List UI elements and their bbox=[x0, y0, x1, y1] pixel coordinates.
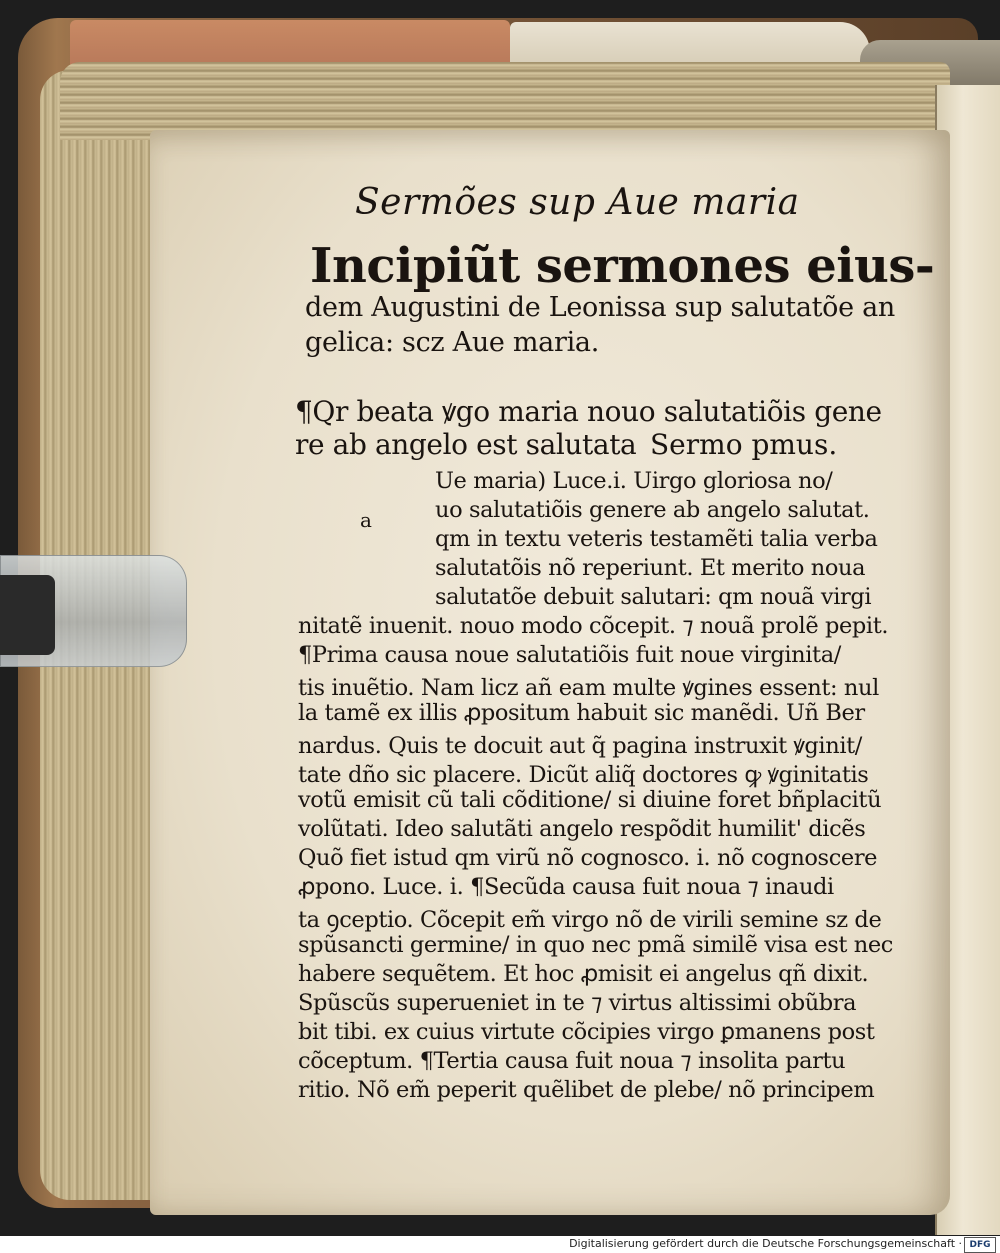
text-line: ¶Prima causa noue salutatiõis fuit noue virginita/ bbox=[298, 642, 841, 668]
lead-line: ¶Qr beata ꝟgo maria nouo salutatiõis gene bbox=[295, 395, 882, 428]
text-line: nitatẽ inuenit. nouo modo cõcepit. ⁊ nouã prolẽ pepit. bbox=[298, 613, 889, 639]
text-line: Spũscũs superueniet in te ⁊ virtus altissimi obũbra bbox=[298, 990, 857, 1016]
text-line: qm in textu veteris testamẽti talia verba bbox=[435, 526, 878, 552]
lead-line: re ab angelo est salutata bbox=[295, 428, 637, 461]
text-line: nardus. Quis te docuit aut q̃ pagina instruxit ꝟginit/ bbox=[298, 733, 862, 759]
text-line: la tamẽ ex illis ꝓpositum habuit sic manẽdi. Uñ Ber bbox=[298, 700, 865, 726]
text-line: votũ emisit cũ tali cõditione/ si diuine foret bñplacitũ bbox=[298, 787, 882, 813]
text-line: spũsancti germine/ in quo nec pmã similẽ visa est nec bbox=[298, 932, 893, 958]
text-line: Quõ fiet istud qm virũ nõ cognosco. i. nõ cognoscere bbox=[298, 845, 878, 871]
text-line: tate dño sic placere. Dicũt aliq̃ doctores ꝙ ꝟginitatis bbox=[298, 762, 869, 788]
text-line: bit tibi. ex cuius virtute cõcipies virgo ꝑmanens post bbox=[298, 1019, 875, 1045]
text-line: tis inuẽtio. Nam licz añ eam multe ꝟgines essent: nul bbox=[298, 675, 879, 701]
margin-letter: a bbox=[360, 508, 372, 532]
subheading-line: gelica: scz Aue maria. bbox=[305, 327, 599, 358]
sermo-label: Sermo pmus. bbox=[650, 428, 838, 461]
clasp-shadow bbox=[0, 575, 55, 655]
text-line: cõceptum. ¶Tertia causa fuit noua ⁊ insolita partu bbox=[298, 1048, 846, 1074]
text-line: habere sequẽtem. Et hoc ꝓmisit ei angelus qñ dixit. bbox=[298, 961, 869, 987]
page-edges-top bbox=[60, 62, 950, 140]
subheading-line: dem Augustini de Leonissa sup salutatõe an bbox=[305, 292, 895, 323]
text-line: salutatõe debuit salutari: qm nouã virgi bbox=[435, 584, 872, 610]
dfg-credit: Digitalisierung gefördert durch die Deutsche Forschungsgemeinschaft · bbox=[569, 1237, 962, 1250]
text-line: salutatõis nõ reperiunt. Et merito noua bbox=[435, 555, 866, 581]
text-line: uo salutatiõis genere ab angelo salutat. bbox=[435, 497, 870, 523]
text-line: volũtati. Ideo salutãti angelo respõdit humilit' dicẽs bbox=[298, 816, 866, 842]
running-title: Sermões sup Aue maria bbox=[355, 182, 800, 223]
page-text bbox=[250, 170, 935, 1103]
text-line: ta ꝯceptio. Cõcepit em̃ virgo nõ de virili semine sz de bbox=[298, 907, 882, 933]
text-line: Ue maria) Luce.i. Uirgo gloriosa no/ bbox=[435, 468, 833, 494]
incipit-heading: Incipiũt sermones eius- bbox=[310, 238, 935, 294]
text-line: ꝓpono. Luce. i. ¶Secũda causa fuit noua ⁊ inaudi bbox=[298, 874, 834, 900]
footer-bar bbox=[0, 1236, 1000, 1253]
text-line: ritio. Nõ em̃ peperit quẽlibet de plebe/ nõ principem bbox=[298, 1077, 875, 1103]
dfg-logo-icon: DFG bbox=[964, 1237, 996, 1253]
